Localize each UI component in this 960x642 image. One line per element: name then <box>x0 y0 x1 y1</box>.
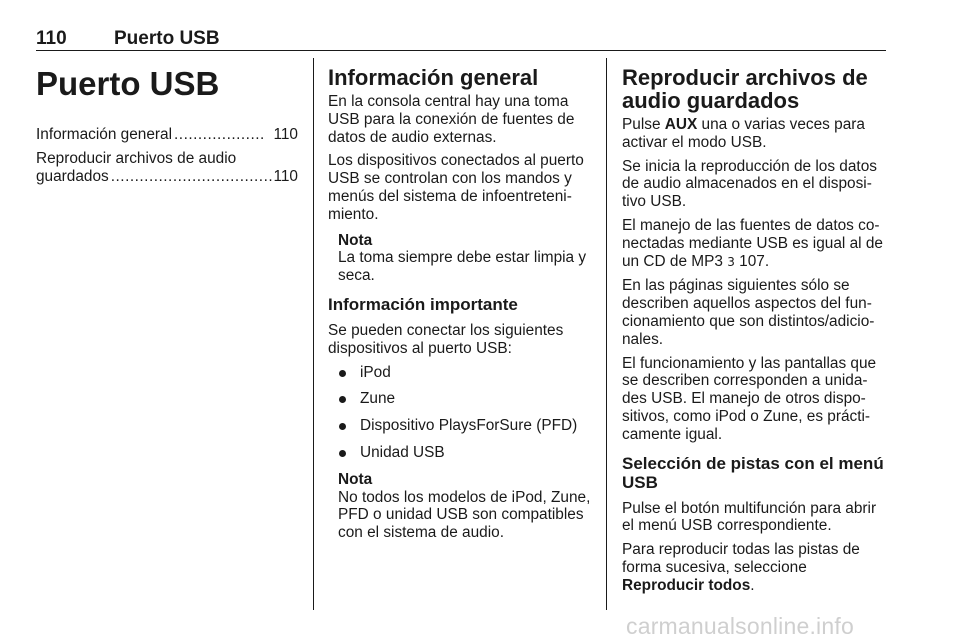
toc-leader-dots: .................................. <box>110 167 274 185</box>
page-reference-icon: 3 <box>727 254 735 269</box>
general-info-column <box>328 56 593 552</box>
toc-entry-playback[interactable] <box>36 150 298 186</box>
playback-column <box>622 56 888 601</box>
page-reference-link[interactable]: 107. <box>739 252 770 270</box>
toc-column <box>36 56 298 185</box>
note-label: Nota <box>338 470 373 488</box>
toc-leader-dots: ................... <box>174 126 265 143</box>
section-heading-general: Información general <box>328 65 539 90</box>
toc-entry-text: Reproducir archivos de audio <box>36 149 237 167</box>
paragraph <box>622 541 888 594</box>
toc-entry-page: 110 <box>273 167 298 185</box>
paragraph: Pulse el botón multifunción para abrir el menú USB correspondiente. <box>622 499 877 535</box>
play-all-option-label: Reproducir todos <box>622 576 751 594</box>
note-text: No todos los modelos de iPod, Zune, PFD o unidad USB son compatibles con el sistema de audio. <box>338 488 591 542</box>
toc-entry-general[interactable] <box>36 126 298 144</box>
note-box <box>338 471 593 542</box>
paragraph: En la consola central hay una toma USB para la conexión de fuentes de datos de audio externas. <box>328 93 575 146</box>
watermark: carmanualsonline.info <box>626 613 854 639</box>
note-box <box>338 232 593 285</box>
toc-entry-line2 <box>36 168 298 186</box>
text-run: Pulse <box>622 116 665 133</box>
toc-entry-text: Información general <box>36 126 173 143</box>
text-run: El manejo de las fuentes de datos co- nectadas mediante USB es igual al de un CD de MP3 <box>622 216 883 270</box>
device-list <box>328 364 593 462</box>
paragraph <box>622 116 888 152</box>
paragraph: Se pueden conectar los siguientes dispositivos al puerto USB: <box>328 321 564 357</box>
section-heading-playback: Reproducir archivos de audio guardados <box>622 65 868 113</box>
column-divider-1 <box>313 58 314 610</box>
subsection-heading-track-selection: Selección de pistas con el menú USB <box>622 453 884 492</box>
paragraph: Los dispositivos conectados al puerto USB se controlan con los mandos y menús del sistema de infoentreteni- miento. <box>328 152 584 223</box>
paragraph: Se inicia la reproducción de los datos de audio almacenados en el disposi- tivo USB. <box>622 157 877 211</box>
note-label: Nota <box>338 231 373 249</box>
paragraph: El funcionamiento y las pantallas que se describen corresponden a unida- des USB. El manejo de otros dispo- sitivos, como iPod o Zune, es prácti- camente igual. <box>622 354 877 443</box>
toc-entry-text-cont: guardados <box>36 167 109 185</box>
paragraph <box>622 217 888 271</box>
text-run: . <box>750 576 755 594</box>
aux-button-label: AUX <box>664 116 698 133</box>
header-rule <box>36 50 886 51</box>
list-item: iPod <box>328 364 593 382</box>
subsection-heading-important: Información importante <box>328 294 518 314</box>
column-divider-2 <box>606 58 607 610</box>
running-title: Puerto USB <box>114 28 220 49</box>
text-run: Para reproducir todas las pistas de forma sucesiva, seleccione <box>622 541 860 576</box>
toc-entry-page: 110 <box>273 126 298 143</box>
chapter-title: Puerto USB <box>36 65 220 102</box>
page-number: 110 <box>36 28 67 49</box>
list-item: Unidad USB <box>328 444 593 462</box>
paragraph: En las páginas siguientes sólo se describen aquellos aspectos del fun- cionamiento que son distintos/adicio- nales. <box>622 277 875 348</box>
note-text: La toma siempre debe estar limpia y seca. <box>338 249 587 285</box>
list-item: Zune <box>328 390 593 408</box>
list-item: Dispositivo PlaysForSure (PFD) <box>328 417 593 435</box>
text-run: una o varias veces para activar el modo USB. <box>622 116 865 151</box>
